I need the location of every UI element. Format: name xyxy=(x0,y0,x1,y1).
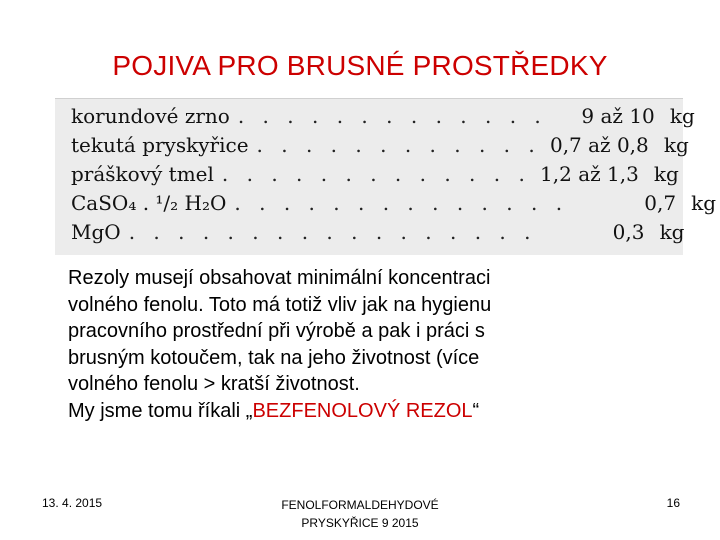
composition-row xyxy=(71,132,689,158)
composition-row xyxy=(71,103,695,129)
leader-dots: . . . . . . . . . . . . . . . . . xyxy=(128,220,537,244)
last-line-suffix: “ xyxy=(472,399,480,422)
component-name: MgO xyxy=(71,220,121,244)
slide-title: POJIVA PRO BRUSNÉ PROSTŘEDKY xyxy=(112,50,608,81)
component-unit: kg xyxy=(663,133,689,157)
component-name: tekutá pryskyřice xyxy=(71,133,249,157)
component-unit: kg xyxy=(691,191,717,215)
body-last-line xyxy=(68,398,668,425)
body-line: brusným kotoučem, tak na jeho životnost (více xyxy=(68,346,480,369)
footer-date: 13. 4. 2015 xyxy=(42,496,103,510)
composition-table-image xyxy=(55,98,717,255)
body-line: Rezoly musejí obsahovat minimální koncentraci xyxy=(68,267,491,289)
leader-dots: . . . . . . . . . . . . . xyxy=(237,104,547,128)
leader-dots: . . . . . . . . . . . . xyxy=(256,133,541,157)
component-amount: 9 až 10 xyxy=(581,104,655,128)
last-line-prefix: My jsme tomu říkali „ xyxy=(68,399,253,422)
body-line: volného fenolu. Toto má totiž vliv jak na hygienu xyxy=(68,293,492,316)
component-amount: 0,7 xyxy=(644,191,677,215)
component-unit: kg xyxy=(653,162,679,186)
composition-row xyxy=(71,190,717,216)
composition-row xyxy=(71,161,679,187)
page-number: 16 xyxy=(666,496,680,510)
component-name: CaSO₄ . ¹/₂ H₂O xyxy=(71,191,227,215)
composition-row xyxy=(71,219,685,245)
body-text xyxy=(68,265,668,424)
body-line: volného fenolu > kratší životnost. xyxy=(68,373,360,395)
footer-title-line1: FENOLFORMALDEHYDOVÉ xyxy=(281,498,439,512)
component-amount: 0,3 xyxy=(612,220,645,244)
component-unit: kg xyxy=(659,220,685,244)
leader-dots: . . . . . . . . . . . . . xyxy=(221,162,531,186)
footer-title-line2: PRYSKYŘICE 9 2015 xyxy=(301,516,419,530)
component-name: korundové zrno xyxy=(71,104,230,128)
component-amount: 0,7 až 0,8 xyxy=(549,133,649,157)
component-amount: 1,2 až 1,3 xyxy=(540,162,639,186)
highlighted-term: BEZFENOLOVÝ REZOL xyxy=(252,399,473,422)
component-unit: kg xyxy=(669,104,695,128)
body-line: pracovního prostřední při výrobě a pak i práci s xyxy=(68,320,485,342)
component-name: práškový tmel xyxy=(71,162,214,186)
footer-title xyxy=(240,496,480,532)
leader-dots: . . . . . . . . . . . . . . xyxy=(234,191,569,215)
